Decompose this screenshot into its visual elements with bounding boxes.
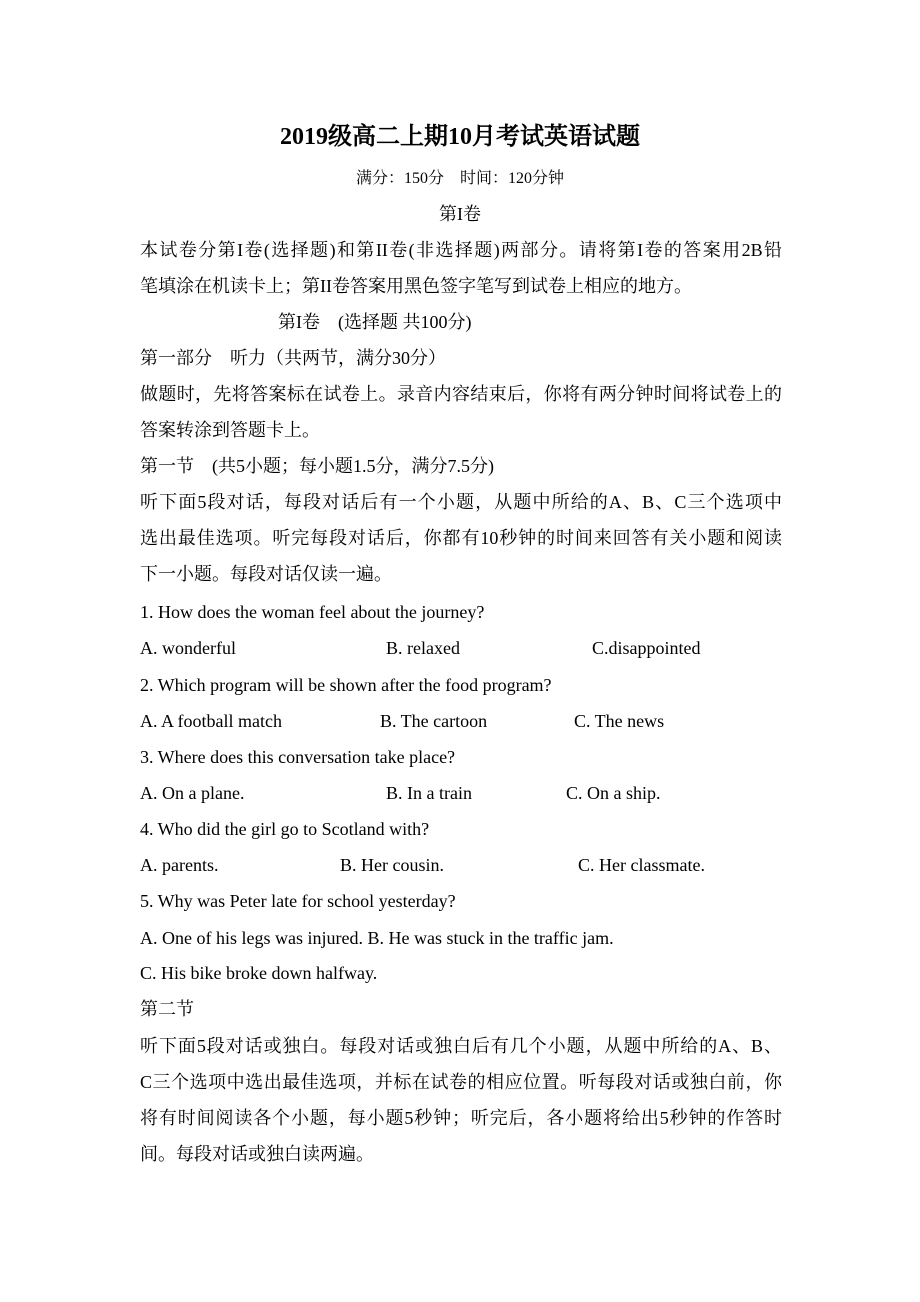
volume-label: 第I卷 — [439, 204, 481, 224]
option-b: B. The cartoon — [380, 711, 488, 731]
question-1: 1. How does the woman feel about the journey? — [140, 602, 485, 622]
option-b: B. In a train — [386, 783, 472, 803]
section2-note: 将有时间阅读各个小题，每小题5秒钟；听完后，各小题将给出5秒钟的作答时 — [140, 1108, 782, 1128]
option-c: C. The news — [574, 711, 665, 731]
question-2: 2. Which program will be shown after the food program? — [140, 675, 552, 695]
question-3: 3. Where does this conversation take place? — [140, 747, 456, 767]
options-ab: A. One of his legs was injured. B. He was stuck in the traffic jam. — [140, 928, 614, 948]
section1-note: 下一小题。每段对话仅读一遍。 — [140, 564, 392, 584]
option-a: A. A football match — [140, 711, 282, 731]
exam-subtitle: 满分：150分 时间：120分钟 — [355, 170, 564, 187]
part1-note: 做题时，先将答案标在试卷上。录音内容结束后，你将有两分钟时间将试卷上的 — [140, 384, 782, 404]
section2-note: 间。每段对话或独白读两遍。 — [140, 1144, 374, 1164]
intro-line: 笔填涂在机读卡上；第II卷答案用黑色签字笔写到试卷上相应的地方。 — [140, 276, 692, 296]
option-a: A. wonderful — [140, 638, 236, 658]
section2-note: C三个选项中选出最佳选项，并标在试卷的相应位置。听每段对话或独白前，你 — [140, 1072, 782, 1092]
option-c: C. On a ship. — [566, 783, 661, 803]
option-c: C.disappointed — [592, 638, 701, 658]
option-a: A. On a plane. — [140, 783, 245, 803]
option-c: C. Her classmate. — [578, 855, 705, 875]
option-b: B. relaxed — [386, 638, 460, 658]
option-b: B. Her cousin. — [340, 855, 444, 875]
section1-heading: 第一节 (共5小题；每小题1.5分，满分7.5分) — [140, 456, 494, 476]
part1-note: 答案转涂到答题卡上。 — [140, 420, 320, 440]
section2-note: 听下面5段对话或独白。每段对话或独白后有几个小题，从题中所给的A、B、 — [140, 1036, 782, 1056]
option-c: C. His bike broke down halfway. — [140, 963, 378, 983]
exam-title: 2019级高二上期10月考试英语试题 — [280, 124, 640, 150]
section1-note: 选出最佳选项。听完每段对话后，你都有10秒钟的时间来回答有关小题和阅读 — [140, 528, 782, 548]
section1-note: 听下面5段对话，每段对话后有一个小题，从题中所给的A、B、C三个选项中 — [140, 492, 782, 512]
option-a: A. parents. — [140, 855, 219, 875]
volume-heading: 第I卷 (选择题 共100分) — [278, 312, 472, 332]
part1-heading: 第一部分 听力（共两节，满分30分） — [140, 348, 446, 368]
section2-heading: 第二节 — [140, 999, 194, 1019]
intro-line: 本试卷分第I卷(选择题)和第II卷(非选择题)两部分。请将第I卷的答案用2B铅 — [140, 240, 782, 260]
question-5: 5. Why was Peter late for school yesterday? — [140, 891, 456, 911]
question-4: 4. Who did the girl go to Scotland with? — [140, 819, 430, 839]
